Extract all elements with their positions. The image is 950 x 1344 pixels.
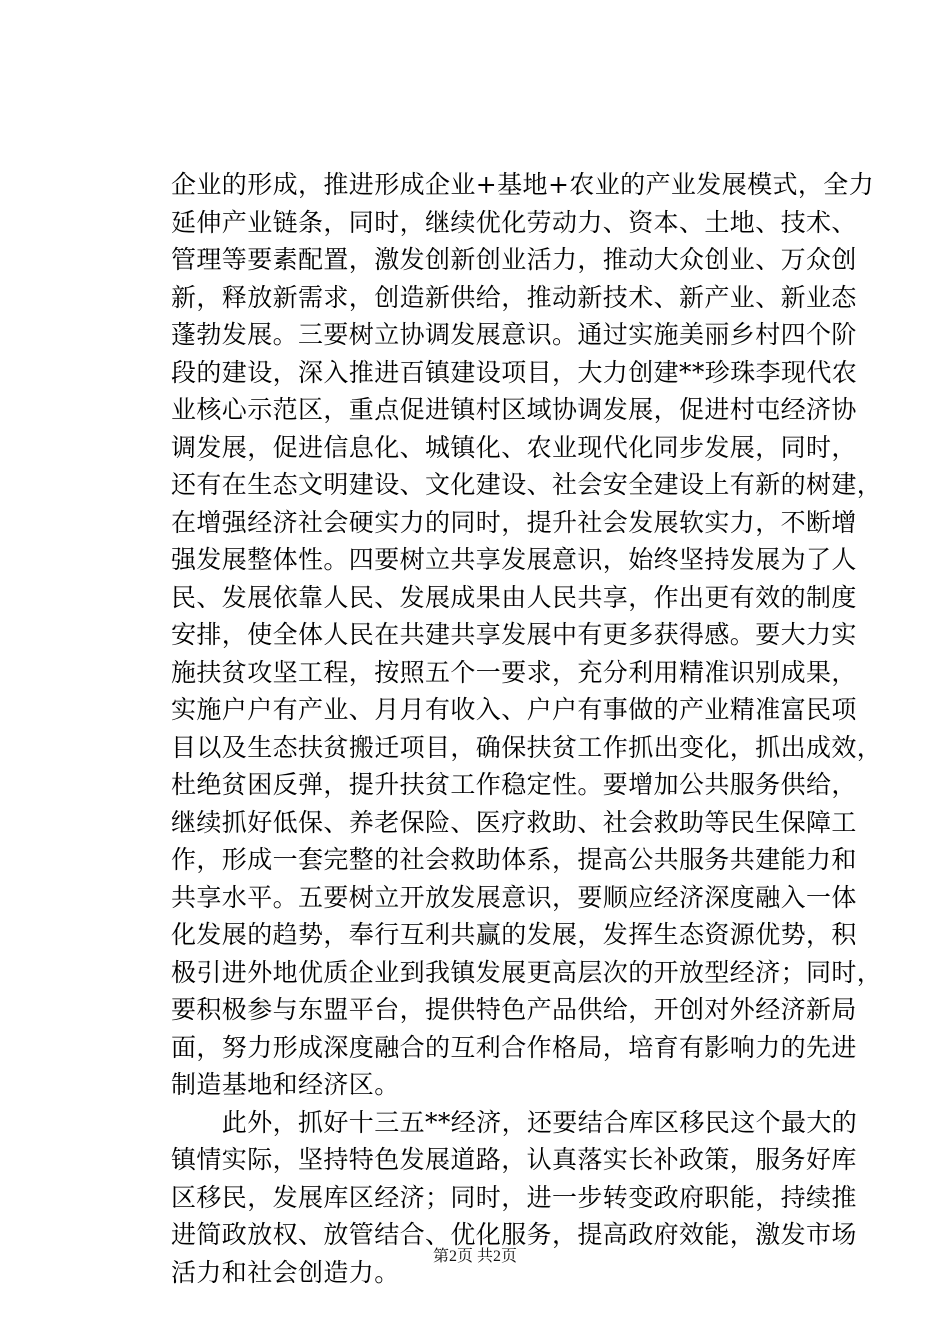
text-line: 作，形成一套完整的社会救助体系，提高公共服务共建能力和: [171, 845, 857, 874]
text-line: 面，努力形成深度融合的互利合作格局，培育有影响力的先进: [171, 1032, 857, 1062]
text-line: 要积极参与东盟平台，提供特色产品供给，开创对外经济新局: [171, 995, 857, 1024]
text-line: 新，释放新需求，创造新供给，推动新技术、新产业、新业态: [171, 282, 857, 312]
text-line: 施扶贫攻坚工程，按照五个一要求，充分利用精准识别成果，: [171, 657, 857, 687]
text-line: 进简政放权、放管结合、优化服务，提高政府效能，激发市场: [171, 1220, 857, 1249]
text-line: 镇情实际，坚持特色发展道路，认真落实长补政策，服务好库: [171, 1145, 857, 1174]
text-line: 共享水平。五要树立开放发展意识，要顺应经济深度融入一体: [171, 882, 857, 912]
text-line: 延伸产业链条，同时，继续优化劳动力、资本、土地、技术、: [171, 207, 857, 237]
text-line: 区移民，发展库区经济；同时，进一步转变政府职能，持续推: [171, 1182, 857, 1212]
text-line: 活力和社会创造力。: [171, 1257, 400, 1287]
text-line: 此外，抓好十三五**经济，还要结合库区移民这个最大的: [171, 1107, 858, 1137]
text-line: 管理等要素配置，激发创新创业活力，推动大众创业、万众创: [171, 245, 857, 274]
text-line: 还有在生态文明建设、文化建设、社会安全建设上有新的树建，: [171, 470, 883, 499]
text-line: 制造基地和经济区。: [171, 1070, 400, 1099]
text-line: 企业的形成，推进形成企业+基地+农业的产业发展模式，全力: [171, 170, 875, 199]
text-line: 实施户户有产业、月月有收入、户户有事做的产业精准富民项: [171, 695, 857, 724]
text-line: 安排，使全体人民在共建共享发展中有更多获得感。要大力实: [171, 620, 857, 649]
text-line: 调发展，促进信息化、城镇化、农业现代化同步发展，同时，: [171, 432, 857, 462]
text-line: 在增强经济社会硬实力的同时，提升社会发展软实力，不断增: [171, 507, 857, 537]
text-line: 段的建设，深入推进百镇建设项目，大力创建**珍珠李现代农: [171, 357, 858, 387]
text-line: 业核心示范区，重点促进镇村区域协调发展，促进村屯经济协: [171, 395, 857, 424]
text-line: 化发展的趋势，奉行互利共赢的发展，发挥生态资源优势，积: [171, 920, 857, 949]
text-line: 继续抓好低保、养老保险、医疗救助、社会救助等民生保障工: [171, 807, 857, 837]
text-line: 蓬勃发展。三要树立协调发展意识。通过实施美丽乡村四个阶: [171, 320, 857, 349]
page-footer: 第2页 共2页: [432, 1248, 517, 1265]
body-text: [171, 166, 883, 1291]
text-line: 杜绝贫困反弹，提升扶贫工作稳定性。要增加公共服务供给，: [171, 770, 857, 799]
text-line: 民、发展依靠人民、发展成果由人民共享，作出更有效的制度: [171, 582, 857, 612]
text-line: 目以及生态扶贫搬迁项目，确保扶贫工作抓出变化，抓出成效，: [171, 732, 883, 762]
text-line: 极引进外地优质企业到我镇发展更高层次的开放型经济；同时，: [171, 957, 883, 987]
text-line: 强发展整体性。四要树立共享发展意识，始终坚持发展为了人: [171, 545, 857, 574]
